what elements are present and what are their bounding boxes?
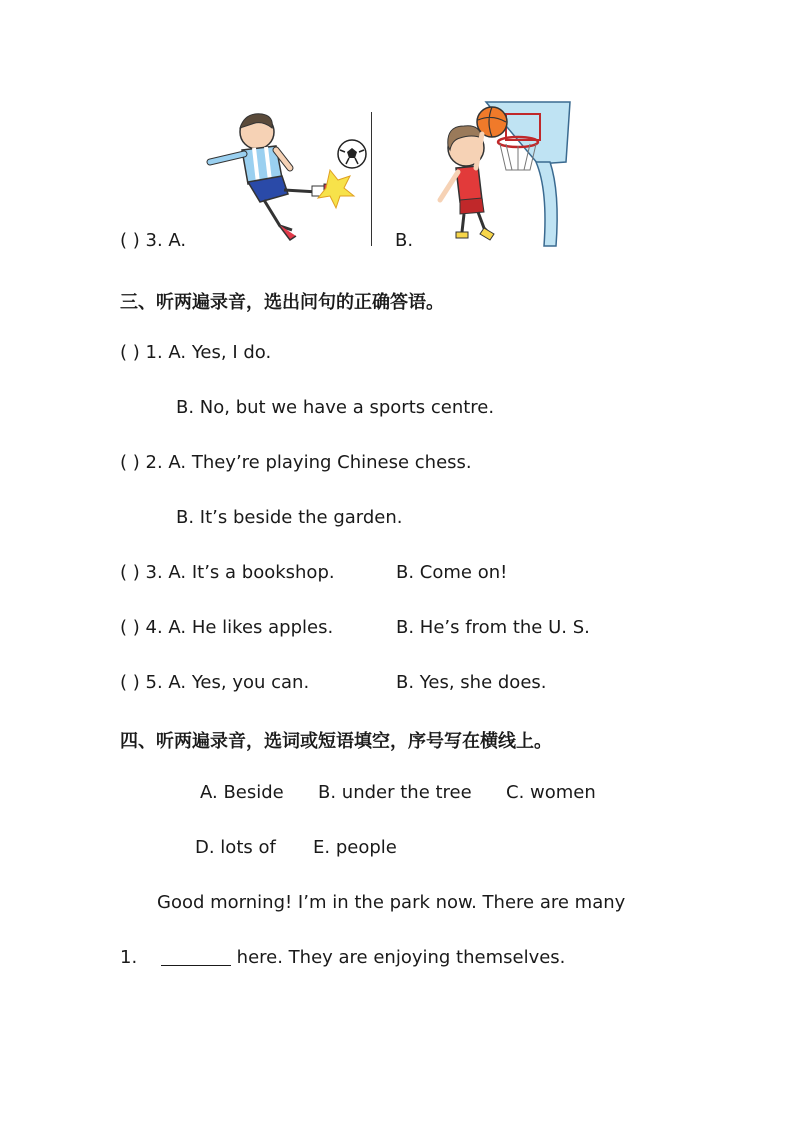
word-option-c: C. women — [506, 782, 596, 803]
passage-line-2 — [120, 947, 565, 968]
s3-q3-option-b: B. Come on! — [396, 562, 508, 583]
s3-q2-option-b: B. It’s beside the garden. — [176, 507, 403, 528]
section4-heading: 四、听两遍录音，选词或短语填空，序号写在横线上。 — [120, 731, 552, 752]
q3-picture-question: ( ) 3. A. — [120, 230, 187, 251]
s3-q2: ( ) 2. A. They’re playing Chinese chess. — [120, 452, 472, 473]
word-option-e: E. people — [313, 837, 397, 858]
s3-q3: ( ) 3. A. It’s a bookshop. — [120, 562, 335, 583]
q3-option-b-label: B. — [395, 230, 414, 251]
s3-q5: ( ) 5. A. Yes, you can. — [120, 672, 310, 693]
section3-heading: 三、听两遍录音，选出问句的正确答语。 — [120, 292, 444, 313]
passage-line-1: Good morning! I’m in the park now. There are many — [157, 892, 626, 913]
picture-divider — [371, 112, 372, 246]
soccer-player-illustration — [200, 106, 375, 248]
s3-q4: ( ) 4. A. He likes apples. — [120, 617, 334, 638]
answer-blank-1[interactable] — [161, 947, 231, 966]
word-option-a: A. Beside — [200, 782, 284, 803]
s3-q4-option-b: B. He’s from the U. S. — [396, 617, 590, 638]
s3-q1-option-b: B. No, but we have a sports centre. — [176, 397, 495, 418]
s3-q5-option-b: B. Yes, she does. — [396, 672, 547, 693]
passage-line-2-text: here. They are enjoying themselves. — [236, 947, 566, 968]
s3-q1: ( ) 1. A. Yes, I do. — [120, 342, 272, 363]
basketball-player-illustration — [420, 100, 585, 248]
blank-number: 1. — [120, 947, 138, 968]
word-option-b: B. under the tree — [318, 782, 472, 803]
word-option-d: D. lots of — [195, 837, 276, 858]
